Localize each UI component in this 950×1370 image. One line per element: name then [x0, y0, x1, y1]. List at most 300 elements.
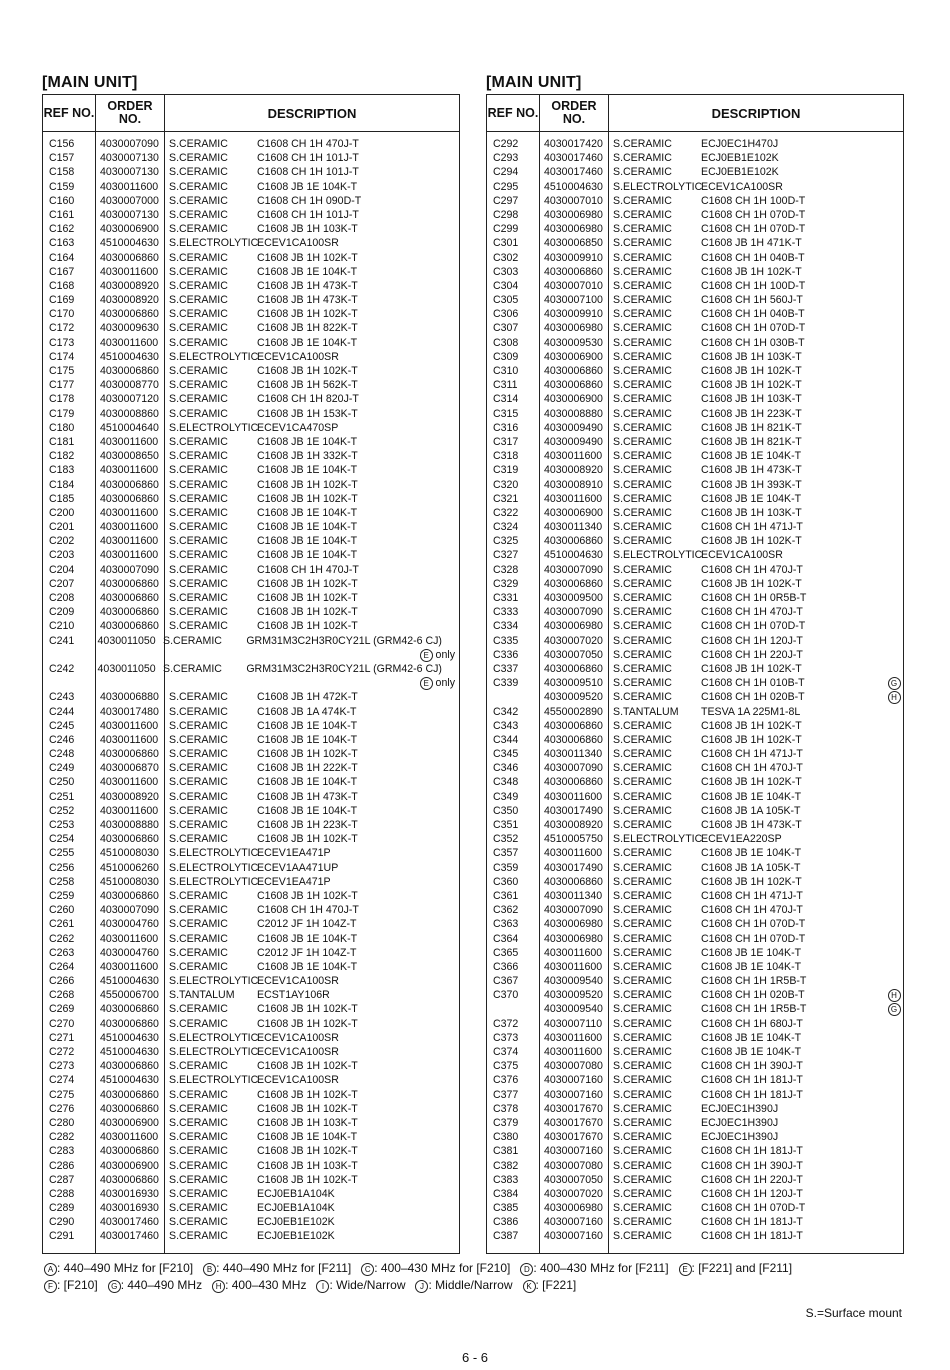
table-row [487, 662, 903, 676]
part-number-cell: C1608 JB 1E 104K-T [257, 506, 358, 519]
part-number-cell: C1608 JB 1H 102K-T [701, 535, 802, 548]
ref-no-cell: C360 [493, 875, 519, 888]
ref-no-cell: C207 [49, 577, 75, 590]
version-mark-cell [441, 478, 459, 492]
ref-no-cell: C307 [493, 322, 519, 335]
version-mark-cell [885, 577, 903, 591]
version-mark-cell [441, 747, 459, 761]
ref-no-cell: C159 [49, 180, 75, 193]
legend-item [520, 1260, 668, 1277]
order-no-cell: 4030009500 [544, 592, 603, 604]
part-number-cell: ECJ0EB1A104K [257, 1187, 335, 1200]
table-row [487, 875, 903, 889]
ref-no-cell: C258 [49, 875, 75, 888]
part-number-cell: C1608 JB 1E 104K-T [701, 946, 802, 959]
ref-no-cell: C286 [49, 1159, 75, 1172]
version-mark-cell [441, 577, 459, 591]
part-number-cell: C1608 JB 1H 102K-T [701, 379, 802, 392]
part-type-cell: S.CERAMIC [163, 634, 222, 647]
version-mark-cell [885, 506, 903, 520]
version-mark-cell [885, 1173, 903, 1187]
part-number-cell: ECEV1CA100SR [257, 1031, 339, 1044]
part-type-cell: S.CERAMIC [169, 691, 228, 704]
table-row [43, 208, 459, 222]
version-mark-cell [885, 435, 903, 449]
part-number-cell: C1608 CH 1H 220J-T [701, 648, 803, 661]
table-row [43, 1173, 459, 1187]
order-no-cell: 4030007130 [100, 208, 159, 221]
part-type-cell: S.CERAMIC [613, 492, 672, 505]
table-row [43, 719, 459, 733]
order-no-cell: 4030007090 [544, 606, 603, 619]
ref-no-cell: C183 [49, 464, 75, 477]
part-type-cell: S.CERAMIC [613, 577, 672, 590]
part-type-cell: S.CERAMIC [169, 279, 228, 292]
ref-no-cell: C246 [49, 733, 75, 746]
part-type-cell: S.CERAMIC [169, 138, 228, 150]
order-no-cell: 4030007050 [544, 648, 603, 661]
table-row [43, 165, 459, 179]
table-row [487, 180, 903, 194]
version-mark-cell [885, 1159, 903, 1173]
part-type-cell: S.CERAMIC [613, 138, 672, 150]
ref-no-cell: C362 [493, 904, 519, 917]
part-number-cell: C1608 CH 1H 070D-T [701, 1202, 806, 1215]
ref-no-cell: C315 [493, 407, 519, 420]
order-no-cell: 4030011600 [544, 1031, 603, 1044]
part-number-cell: ECEV1CA100SR [257, 1046, 339, 1058]
part-number-cell: C1608 CH 1H 070D-T [701, 932, 806, 945]
part-number-cell: C1608 JB 1H 102K-T [257, 833, 358, 846]
part-number-cell: C1608 CH 1H 181J-T [701, 1088, 803, 1101]
part-type-cell: S.CERAMIC [613, 1145, 672, 1158]
version-mark-cell [885, 1045, 903, 1059]
table-row [487, 818, 903, 832]
ref-no-cell: C254 [49, 833, 75, 846]
version-mark-cell [885, 1088, 903, 1102]
order-no-cell: 4030006860 [544, 265, 603, 278]
table-row [487, 690, 903, 704]
part-number-cell: C1608 CH 1H 390J-T [701, 1159, 803, 1172]
table-row [487, 364, 903, 378]
version-mark-cell [885, 875, 903, 889]
part-number-cell: C1608 JB 1E 104K-T [257, 719, 358, 732]
part-type-cell: S.CERAMIC [169, 208, 228, 221]
part-type-cell: S.CERAMIC [613, 194, 672, 207]
ref-no-cell: C379 [493, 1116, 519, 1129]
ref-no-cell: C169 [49, 294, 75, 307]
table-row [487, 903, 903, 917]
table-row [487, 208, 903, 222]
order-no-cell: 4030006860 [100, 889, 159, 902]
ref-no-cell: C167 [49, 265, 75, 278]
part-type-cell: S.CERAMIC [169, 1003, 228, 1016]
ref-no-cell: C270 [49, 1017, 75, 1030]
part-type-cell: S.CERAMIC [613, 435, 672, 448]
order-no-cell: 4030009520 [544, 691, 603, 704]
order-no-cell: 4030008650 [100, 450, 159, 463]
ref-no-cell: C275 [49, 1088, 75, 1101]
order-no-cell: 4030008880 [100, 819, 159, 831]
version-mark-cell [885, 1059, 903, 1073]
version-mark-cell [885, 336, 903, 350]
version-note [43, 648, 459, 662]
part-type-cell: S.CERAMIC [613, 152, 672, 165]
table-row [487, 648, 903, 662]
order-no-cell: 4030011600 [100, 804, 159, 817]
part-type-cell: S.CERAMIC [169, 194, 228, 207]
order-no-cell: 4030011600 [100, 1131, 159, 1144]
part-type-cell: S.CERAMIC [169, 762, 228, 775]
part-type-cell: S.CERAMIC [169, 1216, 228, 1229]
version-mark-cell [441, 151, 459, 165]
version-mark-cell [885, 1187, 903, 1201]
table-row [43, 1130, 459, 1144]
table-row [43, 1144, 459, 1158]
order-no-cell: 4030011600 [100, 733, 159, 746]
part-type-cell: S.CERAMIC [613, 960, 672, 973]
part-type-cell: S.CERAMIC [613, 563, 672, 576]
order-no-cell: 4030011600 [100, 265, 159, 278]
ref-no-cell: C260 [49, 904, 75, 917]
part-number-cell: C1608 JB 1H 102K-T [257, 1173, 358, 1186]
left-table-body [43, 137, 459, 1244]
part-number-cell: ECEV1EA471P [257, 875, 331, 888]
ref-no-cell: C248 [49, 748, 75, 761]
table-row [43, 307, 459, 321]
part-number-cell: C1608 CH 1H 471J-T [701, 889, 803, 902]
part-type-cell: S.CERAMIC [613, 748, 672, 761]
version-mark-cell [885, 761, 903, 775]
part-number-cell: C1608 JB 1E 104K-T [257, 435, 358, 448]
version-mark-cell [441, 917, 459, 931]
order-no-cell: 4030008920 [544, 819, 603, 831]
table-row [487, 1159, 903, 1173]
order-no-cell: 4030007000 [100, 194, 159, 207]
version-mark-cell [885, 1215, 903, 1229]
ref-no-cell: C209 [49, 606, 75, 619]
part-number-cell: C1608 JB 1H 102K-T [701, 733, 802, 746]
table-row [487, 974, 903, 988]
part-type-cell: S.CERAMIC [169, 776, 228, 789]
legend-item-text: : [F221] and [F211] [691, 1261, 793, 1275]
version-mark-cell [441, 1073, 459, 1087]
order-no-cell: 4030004760 [100, 946, 159, 959]
table-row [487, 478, 903, 492]
order-no-cell: 4030004760 [100, 918, 159, 931]
version-mark-cell [441, 761, 459, 775]
part-number-cell: C1608 JB 1H 472K-T [257, 691, 358, 704]
ref-no-cell: C264 [49, 960, 75, 973]
part-number-cell: C1608 JB 1E 104K-T [257, 265, 358, 278]
ref-no-cell: C280 [49, 1116, 75, 1129]
order-no-cell: 4030006860 [544, 379, 603, 392]
ref-no-cell: C256 [49, 861, 75, 874]
table-row [43, 463, 459, 477]
order-no-cell: 4030009520 [544, 989, 603, 1002]
version-mark-cell [885, 392, 903, 406]
ref-no-cell: C384 [493, 1187, 519, 1200]
ref-no-cell: C325 [493, 535, 519, 548]
part-type-cell: S.CERAMIC [613, 662, 672, 675]
order-no-cell: 4030017460 [100, 1216, 159, 1229]
ref-no-cell: C380 [493, 1131, 519, 1144]
version-mark-cell [885, 563, 903, 577]
part-type-cell: S.CERAMIC [613, 393, 672, 406]
part-number-cell: ECEV1CA100SR [257, 975, 339, 988]
page-number: 6 - 6 [461, 1350, 488, 1365]
order-no-cell: 4030006980 [544, 932, 603, 945]
version-mark-icon: K [523, 1280, 536, 1293]
order-no-cell: 4030007160 [544, 1074, 603, 1087]
part-number-cell: C1608 JB 1E 104K-T [257, 733, 358, 746]
version-mark-cell [441, 222, 459, 236]
part-type-cell: S.CERAMIC [169, 549, 228, 562]
version-note-text: only [432, 648, 455, 661]
ref-no-cell: C375 [493, 1060, 519, 1073]
ref-no-cell: C328 [493, 563, 519, 576]
order-no-cell: 4030016930 [100, 1187, 159, 1200]
version-mark-cell [885, 946, 903, 960]
table-row [487, 889, 903, 903]
part-number-cell: ECJ0EC1H470J [701, 138, 779, 150]
order-no-cell: 4030006900 [544, 350, 603, 363]
part-number-cell: C1608 JB 1H 102K-T [701, 719, 802, 732]
version-mark-cell [441, 1215, 459, 1229]
part-type-cell: S.CERAMIC [169, 294, 228, 307]
part-number-cell: C1608 JB 1H 102K-T [257, 748, 358, 761]
part-number-cell: C1608 CH 1H 020B-T [701, 691, 805, 704]
order-no-cell: 4510008030 [100, 847, 159, 860]
version-mark-cell [441, 804, 459, 818]
ref-no-cell: C203 [49, 549, 75, 562]
part-number-cell: C1608 JB 1H 102K-T [701, 776, 802, 789]
part-number-cell: C1608 CH 1H 100D-T [701, 279, 806, 292]
part-number-cell: C1608 CH 1H 070D-T [701, 322, 806, 335]
version-mark-cell [441, 719, 459, 733]
part-number-cell: C1608 CH 1H 030B-T [701, 336, 805, 349]
part-number-cell: TESVA 1A 225M1-8L [701, 705, 801, 718]
part-number-cell: C1608 JB 1E 104K-T [257, 804, 358, 817]
ref-no-cell: C253 [49, 819, 75, 831]
table-row [487, 804, 903, 818]
version-mark-cell [441, 1059, 459, 1073]
part-number-cell: C1608 JB 1E 104K-T [257, 549, 358, 562]
table-row [43, 903, 459, 917]
ref-no-cell: C202 [49, 535, 75, 548]
version-mark-icon: E [420, 649, 433, 662]
table-row [487, 733, 903, 747]
version-mark-cell [441, 265, 459, 279]
version-mark-cell [441, 1187, 459, 1201]
order-no-cell: 4030011600 [100, 521, 159, 534]
version-mark-cell [441, 463, 459, 477]
table-row [43, 733, 459, 747]
table-row [43, 591, 459, 605]
table-row [43, 917, 459, 931]
part-type-cell: S.ELECTROLYTIC [169, 861, 259, 874]
order-no-cell: 4030009540 [544, 1003, 603, 1016]
part-type-cell: S.CERAMIC [169, 804, 228, 817]
part-type-cell: S.CERAMIC [613, 1046, 672, 1058]
order-no-cell: 4030006860 [100, 833, 159, 846]
part-type-cell: S.CERAMIC [613, 932, 672, 945]
ref-no-cell: C252 [49, 804, 75, 817]
table-row [43, 634, 459, 648]
part-number-cell: C1608 JB 1H 223K-T [701, 407, 802, 420]
ref-no-cell: C268 [49, 989, 75, 1002]
table-row [43, 151, 459, 165]
version-mark-cell [441, 165, 459, 179]
version-mark-cell [441, 1088, 459, 1102]
ref-no-cell: C295 [493, 180, 519, 193]
order-no-cell: 4030007160 [544, 1145, 603, 1158]
table-row [43, 1159, 459, 1173]
order-no-cell: 4030007090 [100, 138, 159, 150]
part-type-cell: S.CERAMIC [169, 960, 228, 973]
part-type-cell: S.CERAMIC [169, 1159, 228, 1172]
version-mark-cell [885, 165, 903, 179]
ref-no-cell: C321 [493, 492, 519, 505]
order-no-cell: 4030011600 [100, 535, 159, 548]
part-type-cell: S.CERAMIC [169, 435, 228, 448]
part-type-cell: S.CERAMIC [169, 1017, 228, 1030]
part-type-cell: S.CERAMIC [613, 294, 672, 307]
version-mark-cell [885, 790, 903, 804]
version-mark-cell [885, 407, 903, 421]
ref-no-cell: C366 [493, 960, 519, 973]
version-mark-icon: E [420, 677, 433, 690]
order-no-cell: 4030007020 [544, 634, 603, 647]
part-type-cell: S.CERAMIC [613, 279, 672, 292]
left-table-header [43, 95, 459, 132]
ref-no-cell: C263 [49, 946, 75, 959]
table-row [43, 222, 459, 236]
part-number-cell: C1608 JB 1H 102K-T [257, 592, 358, 604]
table-row [43, 1002, 459, 1016]
ref-no-cell: C318 [493, 450, 519, 463]
part-type-cell: S.CERAMIC [613, 1173, 672, 1186]
order-no-cell: 4030017670 [544, 1131, 603, 1144]
table-row [43, 194, 459, 208]
part-number-cell: C1608 JB 1H 102K-T [257, 577, 358, 590]
part-number-cell: C1608 JB 1E 104K-T [257, 521, 358, 534]
ref-no-header: REF NO. [43, 95, 96, 131]
part-number-cell: ECST1AY106R [257, 989, 330, 1002]
version-mark-cell [885, 548, 903, 562]
table-row [487, 336, 903, 350]
ref-no-cell: C317 [493, 435, 519, 448]
table-row [487, 435, 903, 449]
version-mark-icon: G [888, 677, 901, 690]
part-number-cell: C1608 CH 1H 070D-T [701, 223, 806, 236]
ref-no-cell: C182 [49, 450, 75, 463]
order-no-cell: 4030011600 [100, 932, 159, 945]
part-type-cell: S.CERAMIC [169, 719, 228, 732]
version-mark-icon: H [212, 1280, 225, 1293]
ref-no-cell: C173 [49, 336, 75, 349]
table-row [487, 1088, 903, 1102]
version-mark-cell [441, 236, 459, 250]
table-row [43, 1045, 459, 1059]
part-type-cell: S.CERAMIC [613, 535, 672, 548]
ref-no-cell: C282 [49, 1131, 75, 1144]
version-mark-cell [885, 236, 903, 250]
order-no-cell: 4030011050 [97, 662, 156, 675]
part-type-cell: S.CERAMIC [613, 620, 672, 633]
part-type-cell: S.ELECTROLYTIC [613, 549, 703, 562]
part-type-cell: S.CERAMIC [163, 662, 222, 675]
order-no-cell: 4030007090 [100, 563, 159, 576]
ref-no-cell: C363 [493, 918, 519, 931]
order-no-cell: 4030008860 [100, 407, 159, 420]
table-row [487, 634, 903, 648]
part-type-cell: S.CERAMIC [169, 606, 228, 619]
version-mark-cell [441, 1102, 459, 1116]
version-mark-cell [441, 534, 459, 548]
order-no-cell: 4030011340 [544, 521, 603, 534]
part-type-cell: S.CERAMIC [169, 393, 228, 406]
table-row [487, 1187, 903, 1201]
version-mark-cell [441, 1201, 459, 1215]
ref-no-cell: C157 [49, 152, 75, 165]
order-no-cell: 4030011600 [544, 1046, 603, 1058]
order-no-cell: 4030006980 [544, 1202, 603, 1215]
ref-no-cell: C179 [49, 407, 75, 420]
order-no-cell: 4030017670 [544, 1116, 603, 1129]
part-type-cell: S.CERAMIC [613, 606, 672, 619]
ref-no-cell: C269 [49, 1003, 75, 1016]
order-no-cell: 4030007160 [544, 1230, 603, 1243]
part-type-cell: S.CERAMIC [169, 223, 228, 236]
table-row [487, 1002, 903, 1016]
version-mark-cell [885, 463, 903, 477]
ref-no-cell: C343 [493, 719, 519, 732]
ref-no-cell: C288 [49, 1187, 75, 1200]
order-no-cell: 4030008910 [544, 478, 603, 491]
order-no-cell: 4030017490 [544, 804, 603, 817]
ref-no-cell: C181 [49, 435, 75, 448]
part-number-cell: C1608 CH 1H 101J-T [257, 152, 359, 165]
version-mark-cell [441, 449, 459, 463]
table-row [487, 1102, 903, 1116]
part-number-cell: C1608 JB 1H 821K-T [701, 421, 802, 434]
table-row [487, 534, 903, 548]
ref-no-cell: C378 [493, 1102, 519, 1115]
version-mark-cell [885, 832, 903, 846]
part-type-cell: S.CERAMIC [169, 918, 228, 931]
part-number-cell: C1608 CH 1H 470J-T [257, 563, 359, 576]
table-row [487, 563, 903, 577]
order-no-cell: 4030011600 [544, 847, 603, 860]
order-no-cell: 4030006900 [100, 1159, 159, 1172]
version-mark-cell [441, 818, 459, 832]
order-no-cell: 4030017490 [544, 861, 603, 874]
part-number-cell: C1608 CH 1H 181J-T [701, 1145, 803, 1158]
version-mark-cell [885, 364, 903, 378]
ref-no-cell: C349 [493, 790, 519, 803]
order-no-cell: 4030006860 [100, 365, 159, 377]
order-no-cell: 4030008920 [544, 464, 603, 477]
part-number-cell: ECJ0EB1E102K [257, 1216, 335, 1229]
part-number-cell: C1608 JB 1E 104K-T [701, 492, 802, 505]
ref-no-cell: C324 [493, 521, 519, 534]
part-type-cell: S.CERAMIC [169, 336, 228, 349]
version-mark-cell [885, 1102, 903, 1116]
table-row [487, 861, 903, 875]
part-number-cell: C1608 CH 1H 1R5B-T [701, 1003, 807, 1016]
order-no-cell: 4030006860 [544, 662, 603, 675]
